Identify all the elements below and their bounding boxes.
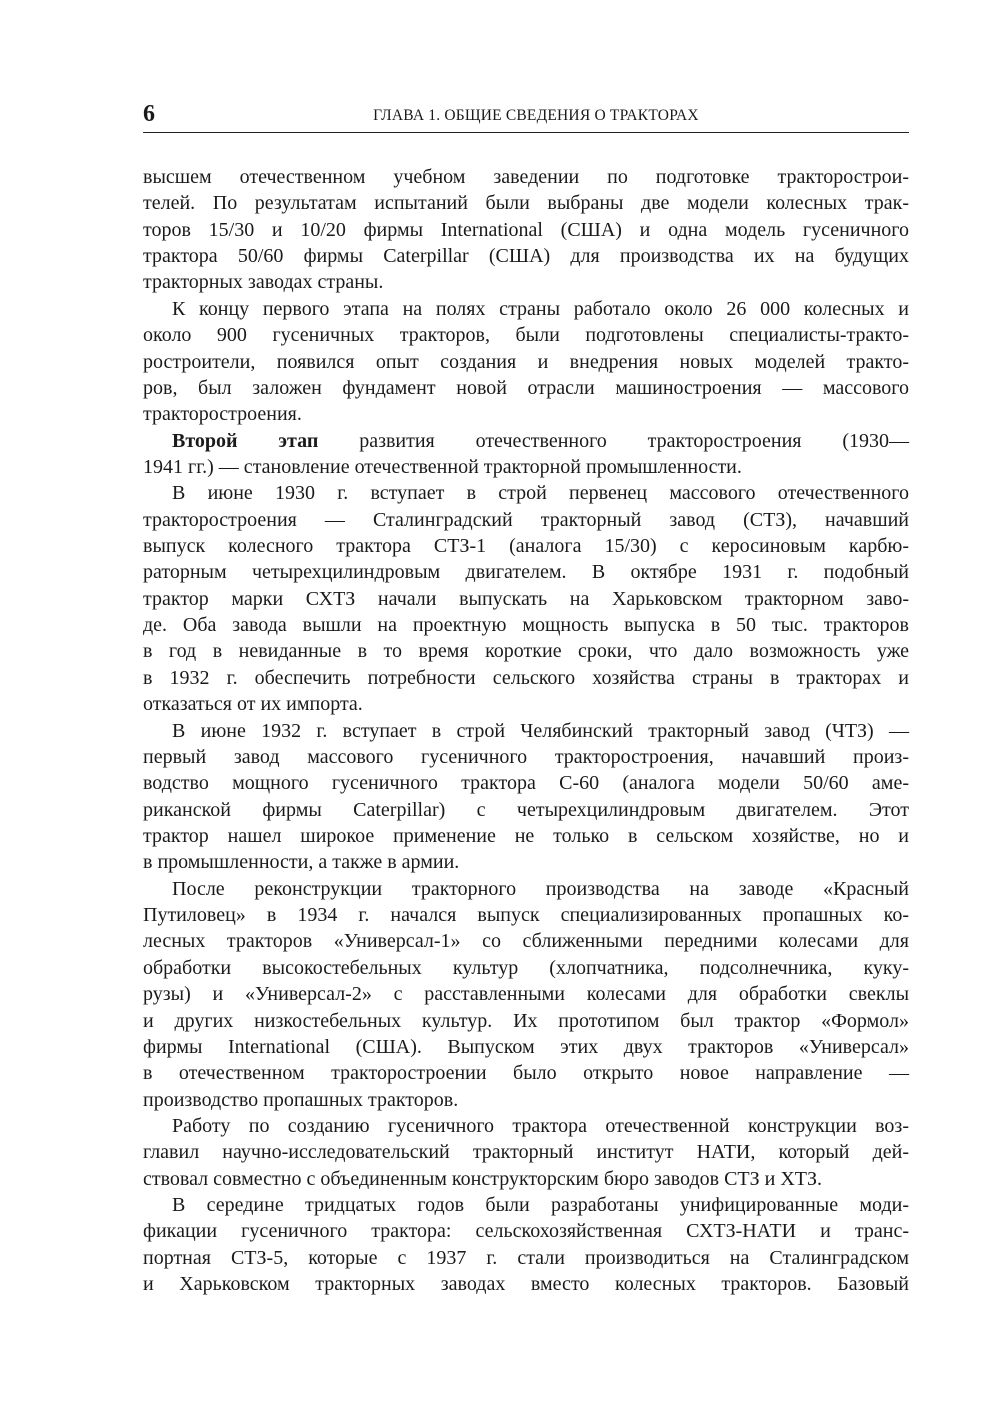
text-line: и Харьковском тракторных заводах вместо колесных тракторов. Базовый	[143, 1273, 909, 1296]
text-line: В июне 1930 г. вступает в строй первенец массового отечественного	[172, 482, 909, 505]
text-line: ров, был заложен фундамент новой отрасли машиностроения — массового	[143, 376, 909, 399]
text-line: около 900 гусеничных тракторов, были подготовлены специалисты-тракто-	[143, 324, 909, 347]
line-text: развития отечественного тракторостроения (1930—	[318, 429, 909, 452]
paragraph	[143, 1192, 909, 1297]
paragraph	[143, 876, 909, 1113]
text-line: раторным четырехцилиндровым двигателем. В октябре 1931 г. подобный	[143, 561, 909, 584]
paragraph	[143, 718, 909, 876]
paragraph	[143, 480, 909, 717]
running-title: ГЛАВА 1. ОБЩИЕ СВЕДЕНИЯ О ТРАКТОРАХ	[373, 107, 699, 124]
text-line: и других низкостебельных культур. Их прототипом был трактор «Формол»	[143, 1009, 909, 1032]
text-line: тракторостроения — Сталинградский тракторный завод (СТЗ), начавший	[143, 508, 909, 531]
text-line: трактор марки СХТЗ начали выпускать на Харьковском тракторном заво-	[143, 587, 909, 610]
text-line: фирмы International (США). Выпуском этих двух тракторов «Универсал»	[143, 1035, 909, 1058]
text-line: После реконструкции тракторного производства на заводе «Красный	[172, 877, 909, 900]
text-line: трактора 50/60 фирмы Caterpillar (США) для производства их на будущих	[143, 245, 909, 268]
paragraph	[143, 164, 909, 296]
text-line: водство мощного гусеничного трактора С-60 (аналога модели 50/60 аме-	[143, 772, 909, 795]
text-line: в 1932 г. обеспечить потребности сельского хозяйства страны в тракторах и	[143, 666, 909, 689]
text-line: ростроители, появился опыт создания и внедрения новых моделей тракто-	[143, 350, 909, 373]
bold-lead: Второй этап	[172, 429, 319, 452]
text-line: фикации гусеничного трактора: сельскохозяйственная СХТЗ-НАТИ и транс-	[143, 1220, 909, 1243]
text-line: первый завод массового гусеничного тракторостроения, начавший произ-	[143, 745, 909, 768]
text-line: в промышленности, а также в армии.	[143, 851, 460, 874]
text-line: В июне 1932 г. вступает в строй Челябинский тракторный завод (ЧТЗ) —	[172, 719, 909, 742]
text-line: телей. По результатам испытаний были выбраны две модели колесных трак-	[143, 192, 909, 215]
text-line: в год в невиданные в то время короткие сроки, что дало возможность уже	[143, 640, 909, 663]
paragraph	[143, 296, 909, 428]
text-line: портная СТЗ-5, которые с 1937 г. стали производиться на Сталинградском	[143, 1246, 909, 1269]
text-line: де. Оба завода вышли на проектную мощность выпуска в 50 тыс. тракторов	[143, 614, 909, 637]
text-line: Путиловец» в 1934 г. начался выпуск специализированных пропашных ко-	[143, 904, 909, 927]
text-line: тракторостроения.	[143, 403, 302, 426]
paragraph	[143, 428, 909, 481]
text-line: выпуск колесного трактора СТЗ-1 (аналога 15/30) с керосиновым карбю-	[143, 535, 909, 558]
text-line: обработки высокостебельных культур (хлопчатника, подсолнечника, куку-	[143, 956, 909, 979]
body-text	[143, 164, 909, 1297]
text-line: К концу первого этапа на полях страны работало около 26 000 колесных и	[172, 297, 909, 320]
text-line: производство пропашных тракторов.	[143, 1088, 459, 1111]
paragraph	[143, 1113, 909, 1192]
text-line: тракторных заводах страны.	[143, 271, 384, 294]
text-line	[143, 428, 909, 454]
text-line: в отечественном тракторостроении было открыто новое направление —	[143, 1062, 909, 1085]
text-line: торов 15/30 и 10/20 фирмы International (США) и одна модель гусеничного	[143, 218, 909, 241]
text-line: трактор нашел широкое применение не только в сельском хозяйстве, но и	[143, 824, 909, 847]
text-line: отказаться от их импорта.	[143, 693, 363, 716]
page-number: 6	[143, 101, 155, 127]
text-line: риканской фирмы Caterpillar) с четырехцилиндровым двигателем. Этот	[143, 798, 909, 821]
text-line: рузы) и «Универсал-2» с расставленными колесами для обработки свеклы	[143, 983, 909, 1006]
text-line: Работу по созданию гусеничного трактора отечественной конструкции воз-	[172, 1114, 909, 1137]
text-line: высшем отечественном учебном заведении по подготовке тракторострои-	[143, 166, 909, 188]
text-line: лесных тракторов «Универсал-1» со сближенными передними колесами для	[143, 930, 909, 953]
running-header	[143, 100, 909, 133]
text-line: ствовал совместно с объединенным конструкторским бюро заводов СТЗ и ХТЗ.	[143, 1167, 823, 1190]
text-line: 1941 гг.) — становление отечественной тракторной промышленности.	[143, 455, 742, 478]
text-line: главил научно-исследовательский тракторный институт НАТИ, который дей-	[143, 1141, 909, 1164]
text-line: В середине тридцатых годов были разработаны унифицированные моди-	[172, 1194, 909, 1217]
